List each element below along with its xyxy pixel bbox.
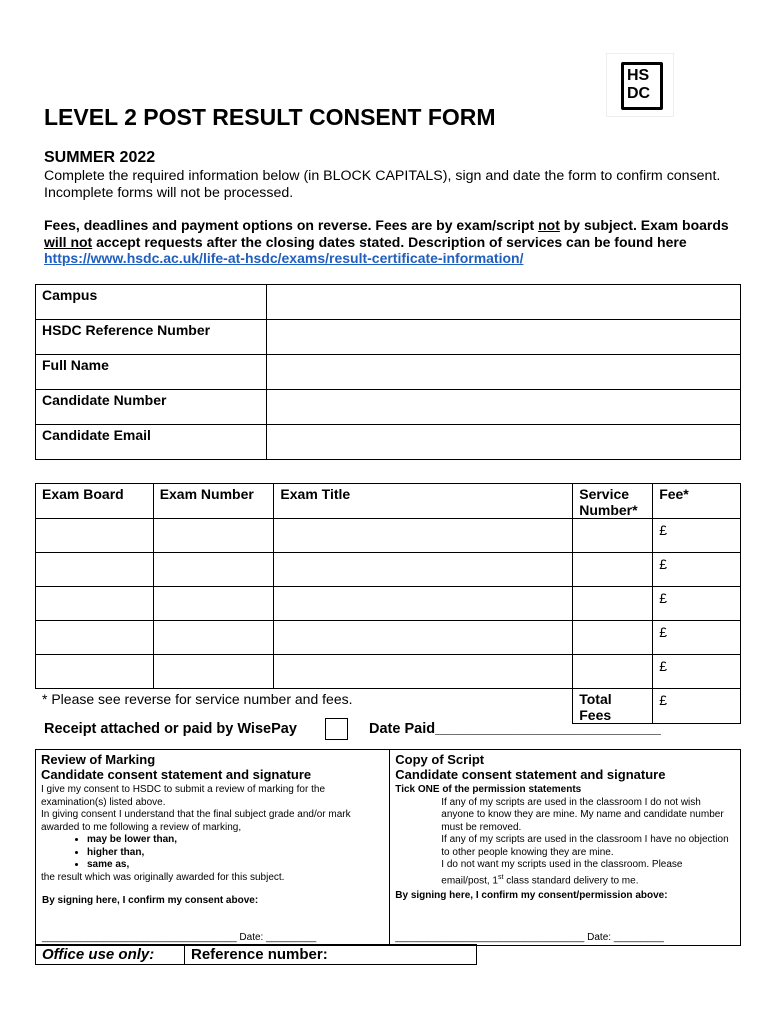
- consent-table: [35, 749, 741, 946]
- full-name-input[interactable]: [267, 355, 741, 390]
- form-subtitle: SUMMER 2022: [44, 149, 156, 166]
- review-paragraph-3: the result which was originally awarded for this subject.: [41, 871, 285, 883]
- exam-board-cell[interactable]: [36, 655, 154, 689]
- exam-title-cell[interactable]: [274, 587, 573, 621]
- date-paid-field[interactable]: Date Paid____________________________: [369, 721, 661, 737]
- copy-sign-text: By signing here, I confirm my consent/permission above:: [395, 890, 668, 901]
- candidate-details-table: [35, 284, 741, 460]
- service-number-cell[interactable]: [573, 655, 653, 689]
- review-bullet: • may be lower than,: [87, 834, 384, 847]
- logo-text-line2: DC: [627, 85, 651, 102]
- exam-title-cell[interactable]: [274, 519, 573, 553]
- services-link[interactable]: https://www.hsdc.ac.uk/life-at-hsdc/exams/result-certificate-information/: [44, 250, 524, 266]
- exam-title-cell[interactable]: [274, 621, 573, 655]
- header-exam-title: Exam Title: [274, 484, 573, 519]
- receipt-checkbox[interactable]: [325, 718, 348, 740]
- review-paragraph-1: I give my consent to HSDC to submit a review of marking for the examination(s) listed above.: [41, 784, 325, 808]
- hsdc-logo: [606, 53, 674, 117]
- field-label-candidate-number: Candidate Number: [36, 390, 267, 425]
- logo-text-line1: HS: [627, 67, 650, 84]
- reference-input[interactable]: [267, 320, 741, 355]
- fee-cell[interactable]: £: [653, 621, 741, 655]
- reference-number-field[interactable]: Reference number:: [191, 946, 328, 963]
- header-exam-board: Exam Board: [36, 484, 154, 519]
- field-label-email: Candidate Email: [36, 425, 267, 460]
- fees-note: [44, 217, 744, 267]
- review-subheading: Candidate consent statement and signature: [41, 767, 312, 782]
- fee-cell[interactable]: £: [653, 553, 741, 587]
- copy-heading: Copy of Script: [395, 752, 485, 767]
- service-footnote: * Please see reverse for service number and fees.: [42, 691, 353, 707]
- exam-title-cell[interactable]: [274, 553, 573, 587]
- service-number-cell[interactable]: [573, 553, 653, 587]
- review-bullet: • higher than,: [87, 847, 384, 860]
- fees-note-part1: Fees, deadlines and payment options on reverse. Fees are by exam/script: [44, 217, 539, 233]
- office-use-label: Office use only:: [36, 945, 185, 964]
- exam-number-cell[interactable]: [153, 519, 274, 553]
- receipt-label: Receipt attached or paid by WisePay: [44, 721, 297, 737]
- exam-board-cell[interactable]: [36, 553, 154, 587]
- review-of-marking-section: [36, 750, 390, 946]
- exam-number-cell[interactable]: [153, 655, 274, 689]
- fee-cell[interactable]: £: [653, 587, 741, 621]
- copy-tick-instruction: Tick ONE of the permission statements: [395, 784, 582, 795]
- exam-title-cell[interactable]: [274, 655, 573, 689]
- review-signature-line[interactable]: ___________________________________ Date: _________: [42, 932, 317, 943]
- fees-note-part2: by subject. Exam boards: [559, 217, 729, 233]
- header-service-number: Service Number*: [573, 484, 653, 519]
- service-number-cell[interactable]: [573, 621, 653, 655]
- exam-board-cell[interactable]: [36, 587, 154, 621]
- fees-note-part3: accept requests after the closing dates stated. Description of services can be found here: [92, 233, 687, 250]
- total-fee-cell[interactable]: £: [653, 689, 741, 724]
- copy-subheading: Candidate consent statement and signature: [395, 767, 666, 782]
- office-use-box: [35, 944, 477, 965]
- campus-input[interactable]: [267, 285, 741, 320]
- total-fees-label: Total Fees: [573, 689, 653, 724]
- exam-number-cell[interactable]: [153, 621, 274, 655]
- form-title: LEVEL 2 POST RESULT CONSENT FORM: [44, 104, 496, 130]
- permission-statement-2[interactable]: If any of my scripts are used in the classroom I have no objection to other people knowing they are mine.: [441, 834, 729, 858]
- exam-number-cell[interactable]: [153, 587, 274, 621]
- permission-statement-3[interactable]: I do not want my scripts used in the classroom. Please email/post, 1st class standard delivery to me.: [441, 859, 683, 886]
- candidate-number-input[interactable]: [267, 390, 741, 425]
- review-heading: Review of Marking: [41, 752, 156, 767]
- review-paragraph-2: In giving consent I understand that the final subject grade and/or mark awarded to me following a review of marking,: [41, 809, 351, 833]
- header-fee: Fee*: [653, 484, 741, 519]
- email-input[interactable]: [267, 425, 741, 460]
- intro-text: Complete the required information below (in BLOCK CAPITALS), sign and date the form to confirm consent. Incomplete forms will not be processed.: [44, 168, 721, 201]
- exam-table: [35, 483, 741, 724]
- copy-signature-line[interactable]: __________________________________ Date: _________: [395, 932, 664, 943]
- copy-of-script-section: [390, 750, 741, 946]
- field-label-full-name: Full Name: [36, 355, 267, 390]
- field-label-campus: Campus: [36, 285, 267, 320]
- fees-note-not: not: [538, 217, 560, 233]
- review-bullet: • same as,: [87, 859, 384, 872]
- exam-board-cell[interactable]: [36, 621, 154, 655]
- field-label-reference: HSDC Reference Number: [36, 320, 267, 355]
- fee-cell[interactable]: £: [653, 519, 741, 553]
- service-number-cell[interactable]: [573, 587, 653, 621]
- header-exam-number: Exam Number: [153, 484, 274, 519]
- fees-note-will-not: will not: [44, 233, 93, 250]
- fee-cell[interactable]: £: [653, 655, 741, 689]
- review-sign-text: By signing here, I confirm my consent above:: [42, 895, 259, 906]
- exam-board-cell[interactable]: [36, 519, 154, 553]
- permission-statement-1[interactable]: If any of my scripts are used in the classroom I do not wish anyone to know they are mine. My name and candidate number must be removed.: [441, 796, 724, 833]
- exam-number-cell[interactable]: [153, 553, 274, 587]
- service-number-cell[interactable]: [573, 519, 653, 553]
